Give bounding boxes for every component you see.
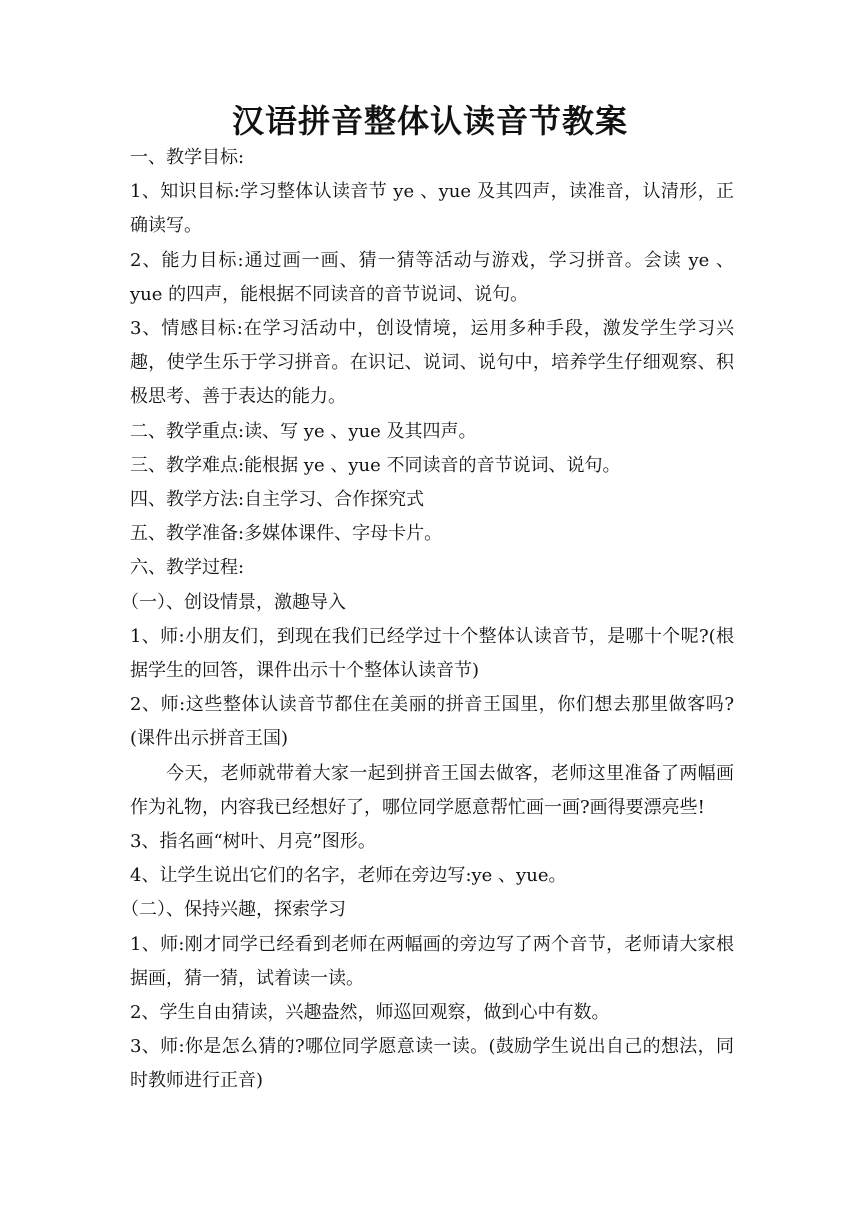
process-step: 3、师:你是怎么猜的?哪位同学愿意读一读。(鼓励学生说出自己的想法，同时教师进行正音): [130, 1036, 734, 1092]
document-title: 汉语拼音整体认读音节教案: [231, 102, 628, 140]
subsection-intro: （一）、创设情景，激趣导入: [121, 591, 346, 613]
process-step: 2、学生自由猜读，兴趣盎然，师巡回观察，做到心中有数。: [130, 1002, 610, 1024]
process-step: 4、让学生说出它们的名字，老师在旁边写:ye 、yue。: [130, 865, 567, 887]
document-body: [121, 141, 734, 1099]
process-step: 1、师:刚才同学已经看到老师在两幅画的旁边写了两个音节，老师请大家根据画，猜一猜，试着读一读。: [130, 933, 734, 989]
objective-emotion: 3、情感目标:在学习活动中，创设情境，运用多种手段，激发学生学习兴趣，使学生乐于学习拼音。在识记、说词、说句中，培养学生仔细观察、积极思考、善于表达的能力。: [130, 318, 734, 408]
section-heading-process: 六、教学过程:: [130, 557, 245, 579]
subsection-explore: （二）、保持兴趣，探索学习: [121, 899, 346, 921]
section-preparation: 五、教学准备:多媒体课件、字母卡片。: [130, 523, 443, 545]
process-paragraph: 今天，老师就带着大家一起到拼音王国去做客，老师这里准备了两幅画作为礼物，内容我已经想好了，哪位同学愿意帮忙画一画?画得要漂亮些!: [130, 762, 734, 818]
section-heading-objectives: 一、教学目标:: [130, 147, 245, 168]
objective-knowledge: 1、知识目标:学习整体认读音节 ye 、yue 及其四声，读准音，认清形，正确读写。: [130, 181, 734, 237]
process-step: 1、师:小朋友们，到现在我们已经学过十个整体认读音节，是哪十个呢?(根据学生的回答，课件出示十个整体认读音节): [130, 625, 734, 682]
section-methods: 四、教学方法:自主学习、合作探究式: [130, 489, 425, 511]
process-step: 3、指名画“树叶、月亮”图形。: [130, 831, 376, 853]
objective-ability: 2、能力目标:通过画一画、猜一猜等活动与游戏，学习拼音。会读 ye 、yue 的四声，能根据不同读音的音节说词、说句。: [130, 249, 734, 305]
process-step: 2、师:这些整体认读音节都住在美丽的拼音王国里，你们想去那里做客吗?(课件出示拼音王国): [130, 694, 734, 750]
section-key-points: 二、教学重点:读、写 ye 、yue 及其四声。: [130, 420, 477, 442]
section-difficulties: 三、教学难点:能根据 ye 、yue 不同读音的音节说词、说句。: [130, 454, 621, 476]
